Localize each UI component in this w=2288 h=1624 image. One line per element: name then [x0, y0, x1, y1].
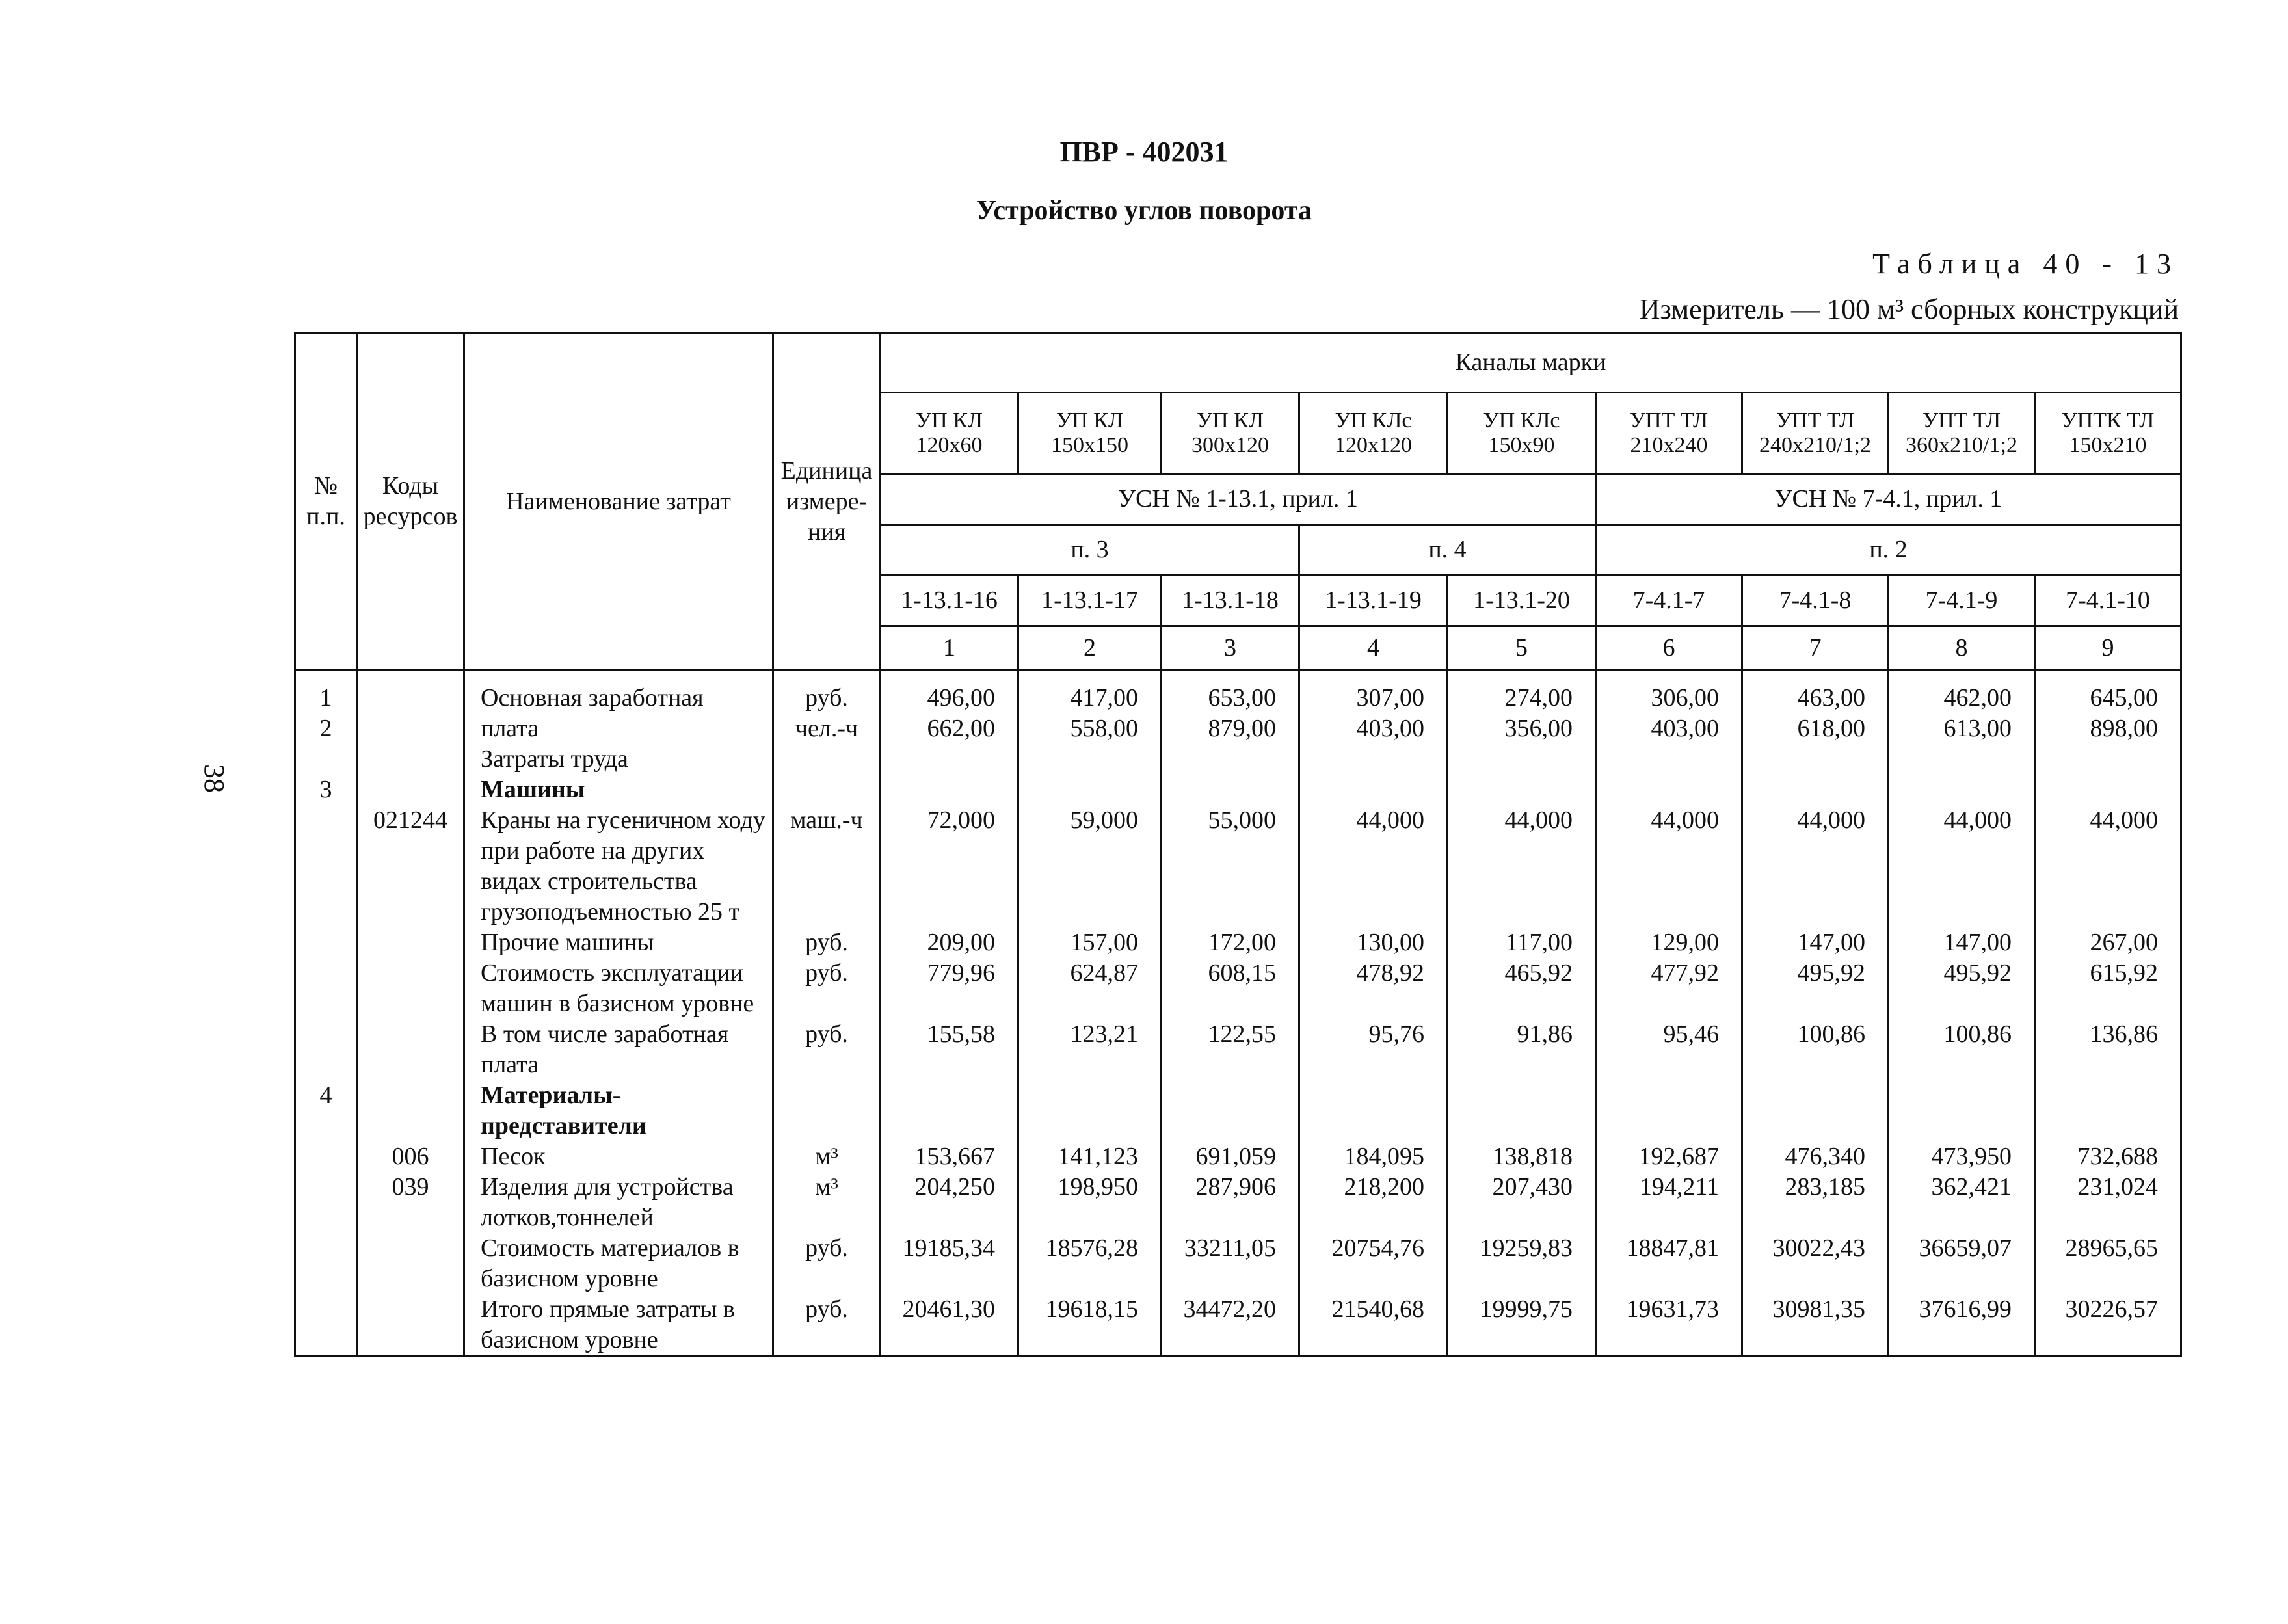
channel-header-cell [1596, 393, 1742, 474]
unit-cell: руб. [773, 958, 881, 1019]
value-cell [1448, 775, 1596, 805]
resource-code: 006 [357, 1141, 464, 1172]
value-cell [1018, 744, 1162, 775]
table-row [295, 683, 2181, 713]
value-cell: 207,430 [1448, 1172, 1596, 1233]
value-cell [1299, 1080, 1448, 1141]
row-number: 2 [295, 713, 357, 744]
channel-size: 360х210/1;2 [1906, 433, 2017, 457]
cost-name: Краны на гусеничном ходу при работе на других видах строительства грузоподъемностью 25 т [464, 805, 773, 927]
value-cell [1889, 744, 2035, 775]
value-cell: 19631,73 [1596, 1294, 1742, 1357]
value-cell: 496,00 [881, 683, 1018, 713]
ref-cell: 1-13.1-16 [881, 576, 1018, 626]
row-number [295, 958, 357, 1019]
value-cell: 231,024 [2035, 1172, 2181, 1233]
resource-code [357, 1233, 464, 1294]
column-number-cell: 2 [1018, 626, 1162, 671]
value-cell [1448, 1080, 1596, 1141]
value-cell: 879,00 [1162, 713, 1299, 744]
row-number [295, 805, 357, 927]
table-row [295, 927, 2181, 958]
value-cell: 613,00 [1889, 713, 2035, 744]
value-cell: 37616,99 [1889, 1294, 2035, 1357]
value-cell [1299, 744, 1448, 775]
value-cell: 44,000 [1448, 805, 1596, 927]
value-cell [1162, 1080, 1299, 1141]
value-cell: 44,000 [2035, 805, 2181, 927]
resource-code [357, 927, 464, 958]
table-row [295, 805, 2181, 927]
value-cell: 779,96 [881, 958, 1018, 1019]
value-cell: 136,86 [2035, 1019, 2181, 1080]
value-cell: 30022,43 [1742, 1233, 1889, 1294]
channel-mark: УП КЛ [916, 408, 983, 433]
ref-cell: 1-13.1-19 [1299, 576, 1448, 626]
resource-code: 039 [357, 1172, 464, 1233]
row-number: 3 [295, 775, 357, 805]
channel-mark: УПТ ТЛ [1922, 408, 2001, 433]
channel-size: 150х90 [1488, 433, 1555, 457]
value-cell: 558,00 [1018, 713, 1162, 744]
row-number [295, 927, 357, 958]
channel-size: 120х60 [916, 433, 983, 457]
page-number: 38 [198, 764, 230, 793]
value-cell: 476,340 [1742, 1141, 1889, 1172]
column-number-cell: 8 [1889, 626, 2035, 671]
value-cell: 18847,81 [1596, 1233, 1742, 1294]
value-cell: 192,687 [1596, 1141, 1742, 1172]
unit-cell [773, 1080, 881, 1141]
channel-mark: УП КЛс [1483, 408, 1560, 433]
measure-unit: Измеритель — 100 м³ сборных конструкций [1639, 293, 2179, 325]
cost-name: Машины [464, 775, 773, 805]
value-cell: 34472,20 [1162, 1294, 1299, 1357]
unit-cell: руб. [773, 1294, 881, 1357]
channel-header-cell [1889, 393, 2035, 474]
table-row [295, 1080, 2181, 1141]
unit-cell [773, 775, 881, 805]
resource-code [357, 683, 464, 713]
value-cell [1299, 775, 1448, 805]
value-cell: 463,00 [1742, 683, 1889, 713]
cost-name: Стоимость эксплуатации машин в базисном уровне [464, 958, 773, 1019]
unit-cell: руб. [773, 927, 881, 958]
cost-name: Песок [464, 1141, 773, 1172]
value-cell [1596, 1080, 1742, 1141]
value-cell: 129,00 [1596, 927, 1742, 958]
resource-code [357, 775, 464, 805]
channel-size: 120х120 [1335, 433, 1412, 457]
channel-header-cell [1742, 393, 1889, 474]
value-cell [881, 744, 1018, 775]
header-name: Наименование затрат [464, 333, 773, 671]
table-row [295, 1141, 2181, 1172]
value-cell: 287,906 [1162, 1172, 1299, 1233]
ref-cell: 7-4.1-9 [1889, 576, 2035, 626]
value-cell [1596, 744, 1742, 775]
cost-name: Основная заработная [464, 683, 773, 713]
value-cell [1596, 775, 1742, 805]
value-cell [1889, 1080, 2035, 1141]
value-cell: 624,87 [1018, 958, 1162, 1019]
resource-costs-table [294, 332, 2182, 1357]
value-cell: 307,00 [1299, 683, 1448, 713]
value-cell: 477,92 [1596, 958, 1742, 1019]
cost-name: В том числе заработная плата [464, 1019, 773, 1080]
cost-name: Материалы-представители [464, 1080, 773, 1141]
channel-mark: УП КЛс [1335, 408, 1412, 433]
value-cell: 20754,76 [1299, 1233, 1448, 1294]
value-cell: 123,21 [1018, 1019, 1162, 1080]
value-cell: 157,00 [1018, 927, 1162, 958]
table-row [295, 713, 2181, 744]
value-cell: 19618,15 [1018, 1294, 1162, 1357]
ref-cell: 1-13.1-20 [1448, 576, 1596, 626]
value-cell: 732,688 [2035, 1141, 2181, 1172]
column-number-cell: 9 [2035, 626, 2181, 671]
value-cell: 615,92 [2035, 958, 2181, 1019]
value-cell [2035, 775, 2181, 805]
value-cell: 28965,65 [2035, 1233, 2181, 1294]
value-cell: 403,00 [1299, 713, 1448, 744]
value-cell [1162, 775, 1299, 805]
unit-cell: руб. [773, 683, 881, 713]
value-cell: 645,00 [2035, 683, 2181, 713]
resource-code [357, 1080, 464, 1141]
value-cell: 172,00 [1162, 927, 1299, 958]
value-cell: 44,000 [1742, 805, 1889, 927]
value-cell [1889, 775, 2035, 805]
value-cell [881, 1080, 1018, 1141]
value-cell [1018, 1080, 1162, 1141]
unit-cell: чел.-ч [773, 713, 881, 744]
value-cell [1018, 775, 1162, 805]
value-cell: 204,250 [881, 1172, 1018, 1233]
row-number [295, 744, 357, 775]
value-cell: 147,00 [1742, 927, 1889, 958]
value-cell: 403,00 [1596, 713, 1742, 744]
value-cell: 362,421 [1889, 1172, 2035, 1233]
resource-code [357, 958, 464, 1019]
value-cell: 33211,05 [1162, 1233, 1299, 1294]
cost-name: Изделия для устройства лотков,тоннелей [464, 1172, 773, 1233]
value-cell: 44,000 [1299, 805, 1448, 927]
value-cell: 218,200 [1299, 1172, 1448, 1233]
resource-code [357, 744, 464, 775]
value-cell: 618,00 [1742, 713, 1889, 744]
value-cell: 100,86 [1742, 1019, 1889, 1080]
value-cell: 465,92 [1448, 958, 1596, 1019]
document-subtitle: Устройство углов поворота [976, 196, 1312, 226]
value-cell: 20461,30 [881, 1294, 1018, 1357]
channel-header-cell [1162, 393, 1299, 474]
unit-cell [773, 744, 881, 775]
value-cell: 18576,28 [1018, 1233, 1162, 1294]
channel-mark: УП КЛ [1197, 408, 1264, 433]
channel-header-cell [1448, 393, 1596, 474]
channel-header-cell [1299, 393, 1448, 474]
value-cell: 274,00 [1448, 683, 1596, 713]
value-cell: 95,46 [1596, 1019, 1742, 1080]
value-cell: 55,000 [1162, 805, 1299, 927]
channel-size: 300х120 [1191, 433, 1269, 457]
value-cell: 153,667 [881, 1141, 1018, 1172]
table-row [295, 1294, 2181, 1357]
value-cell: 184,095 [1299, 1141, 1448, 1172]
value-cell: 147,00 [1889, 927, 2035, 958]
value-cell: 72,000 [881, 805, 1018, 927]
table-label: Таблица 40 - 13 [1872, 248, 2179, 280]
value-cell: 30226,57 [2035, 1294, 2181, 1357]
value-cell: 462,00 [1889, 683, 2035, 713]
value-cell: 691,059 [1162, 1141, 1299, 1172]
value-cell: 653,00 [1162, 683, 1299, 713]
unit-cell: руб. [773, 1019, 881, 1080]
row-number [295, 1141, 357, 1172]
column-number-cell: 4 [1299, 626, 1448, 671]
value-cell [1162, 744, 1299, 775]
row-number: 4 [295, 1080, 357, 1141]
channel-header-cell [1018, 393, 1162, 474]
ref-cell: 7-4.1-7 [1596, 576, 1742, 626]
row-number [295, 1294, 357, 1357]
column-number-cell: 3 [1162, 626, 1299, 671]
value-cell: 117,00 [1448, 927, 1596, 958]
row-number: 1 [295, 683, 357, 713]
value-cell [1742, 1080, 1889, 1141]
value-cell: 417,00 [1018, 683, 1162, 713]
value-cell: 19999,75 [1448, 1294, 1596, 1357]
unit-cell: м³ [773, 1172, 881, 1233]
value-cell: 30981,35 [1742, 1294, 1889, 1357]
channel-mark: УПТ ТЛ [1629, 408, 1709, 433]
channel-header-cell [881, 393, 1018, 474]
value-cell: 495,92 [1889, 958, 2035, 1019]
table-row [295, 1019, 2181, 1080]
header-usn: УСН № 7-4.1, прил. 1 [1596, 474, 2181, 525]
header-unit: Единица измере-ния [773, 333, 881, 671]
header-channel-group: Каналы марки [881, 333, 2181, 393]
channel-size: 150х150 [1051, 433, 1128, 457]
value-cell: 138,818 [1448, 1141, 1596, 1172]
value-cell: 44,000 [1889, 805, 2035, 927]
table-row [295, 1172, 2181, 1233]
value-cell: 95,76 [1299, 1019, 1448, 1080]
value-cell: 662,00 [881, 713, 1018, 744]
channel-header-cell [2035, 393, 2181, 474]
header-usn: УСН № 1-13.1, прил. 1 [881, 474, 1596, 525]
header-point: п. 3 [881, 525, 1299, 576]
value-cell: 21540,68 [1299, 1294, 1448, 1357]
value-cell: 283,185 [1742, 1172, 1889, 1233]
cost-name: Прочие машины [464, 927, 773, 958]
value-cell: 130,00 [1299, 927, 1448, 958]
value-cell: 44,000 [1596, 805, 1742, 927]
header-point: п. 4 [1299, 525, 1596, 576]
channel-size: 150х210 [2069, 433, 2147, 457]
resource-code [357, 1294, 464, 1357]
resource-code: 021244 [357, 805, 464, 927]
cost-name: плата [464, 713, 773, 744]
value-cell: 198,950 [1018, 1172, 1162, 1233]
value-cell: 19259,83 [1448, 1233, 1596, 1294]
value-cell [1448, 744, 1596, 775]
value-cell: 59,000 [1018, 805, 1162, 927]
ref-cell: 1-13.1-18 [1162, 576, 1299, 626]
value-cell: 36659,07 [1889, 1233, 2035, 1294]
value-cell: 495,92 [1742, 958, 1889, 1019]
value-cell: 267,00 [2035, 927, 2181, 958]
value-cell [2035, 1080, 2181, 1141]
unit-cell: руб. [773, 1233, 881, 1294]
value-cell: 122,55 [1162, 1019, 1299, 1080]
row-number [295, 1019, 357, 1080]
unit-cell: маш.-ч [773, 805, 881, 927]
value-cell: 19185,34 [881, 1233, 1018, 1294]
row-number [295, 1233, 357, 1294]
value-cell: 194,211 [1596, 1172, 1742, 1233]
cost-name: Стоимость материалов в базисном уровне [464, 1233, 773, 1294]
table-row [295, 1233, 2181, 1294]
header-point: п. 2 [1596, 525, 2181, 576]
value-cell: 141,123 [1018, 1141, 1162, 1172]
ref-cell: 1-13.1-17 [1018, 576, 1162, 626]
ref-cell: 7-4.1-10 [2035, 576, 2181, 626]
ref-cell: 7-4.1-8 [1742, 576, 1889, 626]
column-number-cell: 5 [1448, 626, 1596, 671]
value-cell: 100,86 [1889, 1019, 2035, 1080]
table-row [295, 775, 2181, 805]
value-cell [2035, 744, 2181, 775]
value-cell: 306,00 [1596, 683, 1742, 713]
value-cell: 209,00 [881, 927, 1018, 958]
column-number-cell: 7 [1742, 626, 1889, 671]
row-number [295, 1172, 357, 1233]
channel-size: 240х210/1;2 [1759, 433, 1871, 457]
value-cell [1742, 744, 1889, 775]
channel-mark: УП КЛ [1056, 408, 1123, 433]
header-num: № п.п. [295, 333, 357, 671]
value-cell: 473,950 [1889, 1141, 2035, 1172]
value-cell: 356,00 [1448, 713, 1596, 744]
table-row [295, 744, 2181, 775]
value-cell: 91,86 [1448, 1019, 1596, 1080]
value-cell [1742, 775, 1889, 805]
value-cell: 478,92 [1299, 958, 1448, 1019]
cost-name: Затраты труда [464, 744, 773, 775]
unit-cell: м³ [773, 1141, 881, 1172]
document-title: ПВР - 402031 [1059, 136, 1229, 168]
column-number-cell: 1 [881, 626, 1018, 671]
channel-size: 210х240 [1630, 433, 1708, 457]
channel-mark: УПТК ТЛ [2061, 408, 2155, 433]
channel-mark: УПТ ТЛ [1776, 408, 1855, 433]
value-cell: 608,15 [1162, 958, 1299, 1019]
table-row [295, 958, 2181, 1019]
header-codes: Коды ресурсов [357, 333, 464, 671]
value-cell: 155,58 [881, 1019, 1018, 1080]
resource-code [357, 1019, 464, 1080]
resource-code [357, 713, 464, 744]
cost-name: Итого прямые затраты в базисном уровне [464, 1294, 773, 1357]
column-number-cell: 6 [1596, 626, 1742, 671]
value-cell [881, 775, 1018, 805]
value-cell: 898,00 [2035, 713, 2181, 744]
